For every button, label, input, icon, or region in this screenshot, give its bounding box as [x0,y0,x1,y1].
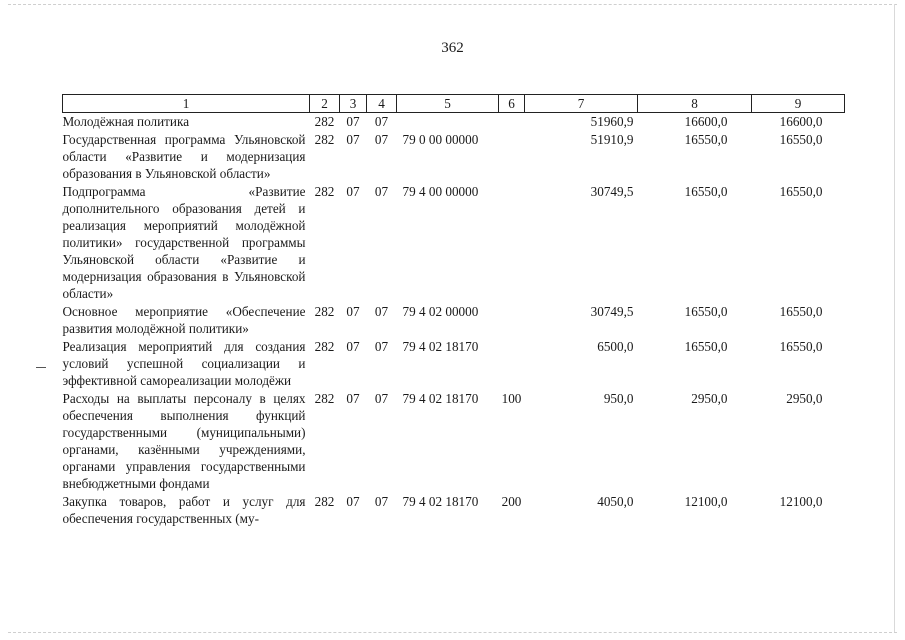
scan-edge-right [894,4,895,632]
table-row [63,113,845,132]
row-name: Государственная программа Ульяновской области «Развитие и модернизация образования в Ульяновской области» [62,132,306,181]
row-subsection: 07 [374,184,389,199]
col-header-2: 2 [310,95,340,113]
row-amount-7: 30749,5 [590,184,634,199]
row-name: Реализация мероприятий для создания условий успешной социализации и эффективной самореализации молодёжи [62,339,306,388]
row-target-code: 79 4 02 18170 [402,494,479,509]
row-amount-8: 16550,0 [684,184,728,199]
row-amount-7: 4050,0 [597,494,634,509]
col-header-3: 3 [340,95,367,113]
row-section: 07 [346,494,360,509]
table-row [63,493,845,528]
row-amount-8: 2950,0 [691,391,728,406]
row-target-code [397,113,499,132]
row-expense-type [499,113,525,132]
row-subsection: 07 [374,132,389,147]
row-amount-8: 16550,0 [684,132,728,147]
row-section: 07 [346,184,360,199]
page-number: 362 [441,40,464,56]
row-subsection: 07 [374,494,389,509]
row-expense-type [499,183,525,303]
scan-edge-bottom [8,632,897,633]
row-expense-type: 200 [501,494,522,509]
row-amount-9: 12100,0 [779,494,823,509]
col-header-8: 8 [638,95,752,113]
row-amount-9: 16550,0 [779,132,823,147]
row-amount-7: 51960,9 [590,114,634,129]
col-header-1: 1 [63,95,310,113]
row-name: Подпрограмма «Развитие дополнительного образования детей и реализация мероприятий молодёжной политики» государственной программы Ульяновской области «Развитие и модернизация образования в Ульяновской области» [62,184,306,301]
table-row [63,183,845,303]
row-target-code: 79 4 02 18170 [402,391,479,406]
row-target-code: 79 4 02 00000 [402,304,479,319]
row-amount-9: 16550,0 [779,304,823,319]
row-amount-9: 16550,0 [779,184,823,199]
row-name: Основное мероприятие «Обеспечение развития молодёжной политики» [62,304,306,336]
table-row [63,390,845,493]
row-target-code: 79 4 00 00000 [402,184,479,199]
row-amount-7: 51910,9 [590,132,634,147]
row-admin-code: 282 [314,132,335,147]
row-amount-8: 16550,0 [684,339,728,354]
row-expense-type [499,131,525,183]
col-header-6: 6 [499,95,525,113]
row-target-code: 79 4 02 18170 [402,339,479,354]
table-row [63,303,845,338]
header-row [63,95,845,113]
table-row [63,131,845,183]
table-row [63,338,845,390]
scan-edge-top [8,4,897,5]
row-admin-code: 282 [314,494,335,509]
row-subsection: 07 [374,391,389,406]
row-section: 07 [346,391,360,406]
row-name: Молодёжная политика [62,114,190,129]
row-admin-code: 282 [314,304,335,319]
col-header-7: 7 [525,95,638,113]
row-section: 07 [346,339,360,354]
row-name: Закупка товаров, работ и услуг для обеспечения государственных (му- [62,494,306,526]
budget-table [62,94,845,528]
row-admin-code: 282 [314,391,335,406]
row-expense-type [499,338,525,390]
row-target-code: 79 0 00 00000 [402,132,479,147]
row-amount-9: 16550,0 [779,339,823,354]
row-admin-code: 282 [314,339,335,354]
row-section: 07 [346,304,360,319]
row-amount-9: 2950,0 [786,391,823,406]
row-amount-9: 16600,0 [779,114,823,129]
col-header-9: 9 [752,95,845,113]
row-amount-7: 30749,5 [590,304,634,319]
row-subsection: 07 [374,339,389,354]
margin-dash-mark [36,367,46,368]
row-amount-8: 12100,0 [684,494,728,509]
row-expense-type: 100 [501,391,522,406]
row-name: Расходы на выплаты персоналу в целях обеспечения выполнения функций государственными (муниципальными) органами, казёнными учреждениями, органами управления государственными внебюджетными фондами [62,391,306,491]
row-section: 07 [346,132,360,147]
row-section: 07 [346,114,360,129]
col-header-4: 4 [367,95,397,113]
col-header-5: 5 [397,95,499,113]
row-amount-8: 16550,0 [684,304,728,319]
row-amount-7: 6500,0 [597,339,634,354]
row-subsection: 07 [374,304,389,319]
row-admin-code: 282 [314,114,335,129]
row-subsection: 07 [374,114,389,129]
row-admin-code: 282 [314,184,335,199]
row-expense-type [499,303,525,338]
row-amount-8: 16600,0 [684,114,728,129]
row-amount-7: 950,0 [603,391,634,406]
